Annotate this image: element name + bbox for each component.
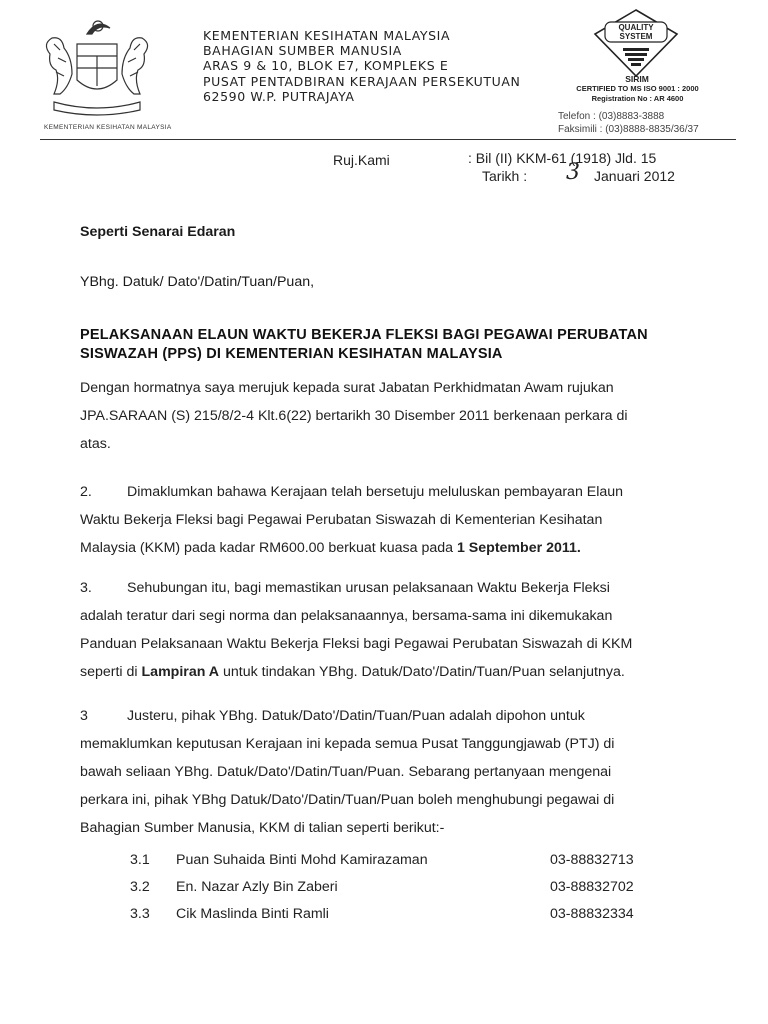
- contact-number-index: 3.1: [130, 852, 150, 868]
- para-line: Waktu Bekerja Fleksi bagi Pegawai Perubatan Siswazah di Kementerian Kesihatan: [80, 512, 603, 528]
- para-line: memaklumkan keputusan Kerajaan ini kepada semua Pusat Tanggungjawab (PTJ) di: [80, 736, 615, 752]
- para-line: bawah seliaan YBhg. Datuk/Dato'/Datin/Tuan/Puan. Sebarang pertanyaan mengenai: [80, 764, 612, 780]
- quality-label: QUALITY: [618, 23, 654, 32]
- paragraph-4: [80, 702, 690, 842]
- salutation: YBhg. Datuk/ Dato'/Datin/Tuan/Puan,: [80, 274, 315, 290]
- contact-number-index: 3.3: [130, 906, 150, 922]
- contact-phone: 03-88832702: [550, 879, 634, 895]
- address-line: PUSAT PENTADBIRAN KERAJAAN PERSEKUTUAN: [203, 73, 521, 89]
- para-line: atas.: [80, 436, 111, 452]
- para-line: untuk tindakan YBhg. Datuk/Dato'/Datin/Tuan/Puan selanjutnya.: [219, 664, 625, 680]
- contact-name: Cik Maslinda Binti Ramli: [176, 906, 329, 922]
- date-label: Tarikh :: [482, 168, 528, 184]
- date-month-year: Januari 2012: [594, 168, 675, 184]
- para-line: perkara ini, pihak YBhg Datuk/Dato'/Datin/Tuan/Puan boleh menghubungi pegawai di: [80, 792, 615, 808]
- contact-row: [130, 906, 660, 926]
- attachment-reference: Lampiran A: [141, 664, 220, 680]
- para-line: Dimaklumkan bahawa Kerajaan telah bersetuju meluluskan pembayaran Elaun: [127, 484, 624, 500]
- para-number: 2.: [80, 484, 92, 500]
- para-number: 3.: [80, 580, 92, 596]
- address-line: 62590 W.P. PUTRAJAYA: [203, 88, 355, 104]
- contact-name: En. Nazar Azly Bin Zaberi: [176, 879, 338, 895]
- contact-row: [130, 879, 660, 899]
- paragraph-3: [80, 574, 690, 686]
- letterhead-divider: [40, 139, 736, 140]
- crest-caption: KEMENTERIAN KESIHATAN MALAYSIA: [44, 124, 172, 131]
- para-line: Malaysia (KKM) pada kadar RM600.00 berkuat kuasa pada: [80, 540, 457, 556]
- para-line: Dengan hormatnya saya merujuk kepada surat Jabatan Perkhidmatan Awam rujukan: [80, 380, 614, 396]
- contact-row: [130, 852, 660, 872]
- sirim-label: SIRIM: [625, 74, 649, 84]
- para-line: seperti di: [80, 664, 142, 680]
- coat-of-arms-crest: [32, 14, 162, 122]
- effective-date: 1 September 2011.: [456, 540, 581, 556]
- address-line: ARAS 9 & 10, BLOK E7, KOMPLEKS E: [203, 58, 449, 74]
- recipient: Seperti Senarai Edaran: [80, 224, 236, 240]
- para-line: JPA.SARAAN (S) 215/8/2-4 Klt.6(22) bertarikh 30 Disember 2011 berkenaan perkara di: [80, 408, 628, 424]
- para-line: Panduan Pelaksanaan Waktu Bekerja Fleksi bagi Pegawai Perubatan Siswazah di KKM: [80, 636, 633, 652]
- para-line: Sehubungan itu, bagi memastikan urusan pelaksanaan Waktu Bekerja Fleksi: [127, 580, 610, 596]
- system-label: SYSTEM: [619, 32, 653, 41]
- paragraph-1: [80, 374, 690, 458]
- fax-number: Faksimili : (03)8888-8835/36/37: [558, 124, 699, 135]
- subject-line: SISWAZAH (PPS) DI KEMENTERIAN KESIHATAN MALAYSIA: [80, 346, 503, 362]
- date-day-handwritten: 3: [566, 160, 580, 185]
- contact-phone: 03-88832713: [550, 852, 634, 868]
- telephone-number: Telefon : (03)8883-3888: [558, 111, 665, 122]
- subject-heading: [80, 326, 700, 364]
- para-line: adalah teratur dari segi norma dan pelaksanaannya, bersama-sama ini dikemukakan: [80, 608, 613, 624]
- para-line: Justeru, pihak YBhg. Datuk/Dato'/Datin/Tuan/Puan adalah dipohon untuk: [127, 708, 585, 724]
- iso-certification: CERTIFIED TO MS ISO 9001 : 2000: [576, 84, 699, 93]
- paragraph-2: [80, 478, 690, 562]
- para-line: Bahagian Sumber Manusia, KKM di talian seperti berikut:-: [80, 820, 445, 836]
- para-number: 3: [80, 708, 88, 724]
- reference-label: Ruj.Kami: [333, 152, 390, 168]
- contact-phone: 03-88832334: [550, 906, 634, 922]
- quality-system-logo: [593, 8, 679, 78]
- registration-number: Registration No : AR 4600: [591, 94, 684, 103]
- address-line: BAHAGIAN SUMBER MANUSIA: [203, 43, 402, 59]
- ministry-address-block: [203, 28, 521, 104]
- contact-name: Puan Suhaida Binti Mohd Kamirazaman: [176, 852, 428, 868]
- contact-number-index: 3.2: [130, 879, 150, 895]
- subject-line: PELAKSANAAN ELAUN WAKTU BEKERJA FLEKSI BAGI PEGAWAI PERUBATAN: [80, 327, 648, 343]
- contact-numbers: [558, 110, 699, 136]
- reference-number: : Bil (II) KKM-61 (1918) Jld. 15: [468, 150, 657, 166]
- address-line: KEMENTERIAN KESIHATAN MALAYSIA: [203, 28, 451, 43]
